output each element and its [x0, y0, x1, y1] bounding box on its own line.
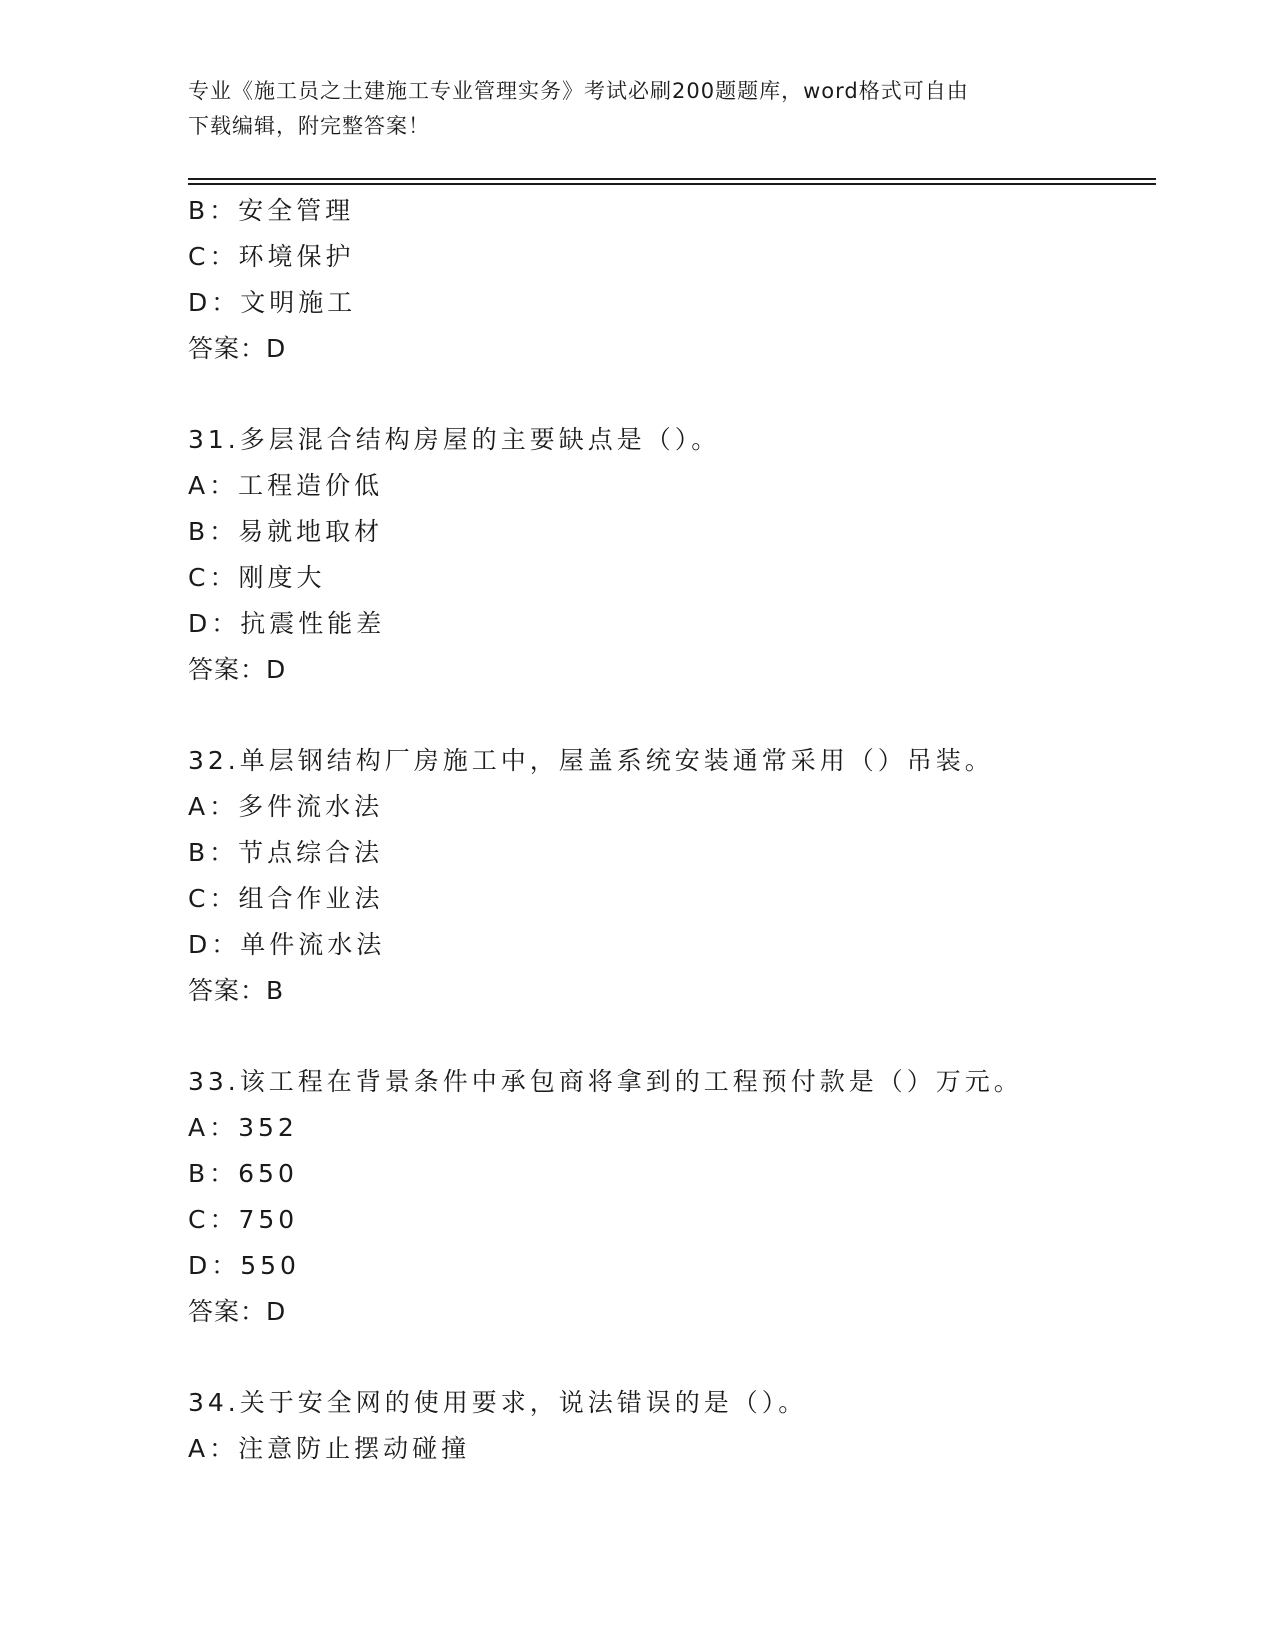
header-title-line-2: 下载编辑，附完整答案！	[188, 114, 430, 138]
option-c: C：刚度大	[188, 563, 326, 592]
option-a: A：注意防止摆动碰撞	[188, 1434, 471, 1463]
question-block-33	[188, 1059, 1148, 1335]
question-block-34	[188, 1380, 1148, 1472]
answer: 答案：D	[188, 655, 287, 684]
question-stem: 34.关于安全网的使用要求，说法错误的是（）。	[188, 1388, 808, 1417]
option-c: C：环境保护	[188, 242, 355, 271]
option-c: C：750	[188, 1205, 299, 1234]
option-a: A：352	[188, 1113, 298, 1142]
answer: 答案：B	[188, 976, 285, 1005]
option-a: A：工程造价低	[188, 471, 384, 500]
question-stem: 32.单层钢结构厂房施工中，屋盖系统安装通常采用（）吊装。	[188, 746, 994, 775]
option-d: D：550	[188, 1251, 300, 1280]
question-block-31	[188, 417, 1148, 693]
question-block-32	[188, 738, 1148, 1014]
option-b: B：650	[188, 1159, 298, 1188]
answer: 答案：D	[188, 334, 287, 363]
option-b: B：易就地取材	[188, 517, 384, 546]
option-d: D：单件流水法	[188, 930, 386, 959]
header-divider-bottom	[188, 183, 1156, 185]
option-d: D：文明施工	[188, 288, 357, 317]
answer: 答案：D	[188, 1297, 287, 1326]
question-stem: 31.多层混合结构房屋的主要缺点是（）。	[188, 425, 721, 454]
header-title-line-1: 专业《施工员之土建施工专业管理实务》考试必刷200题题库，word格式可自由	[188, 79, 969, 103]
question-stem: 33.该工程在背景条件中承包商将拿到的工程预付款是（）万元。	[188, 1067, 1023, 1096]
document-header	[188, 74, 1068, 144]
option-c: C：组合作业法	[188, 884, 384, 913]
header-divider-top	[188, 178, 1156, 180]
option-a: A：多件流水法	[188, 792, 384, 821]
option-b: B：节点综合法	[188, 838, 384, 867]
option-d: D：抗震性能差	[188, 609, 386, 638]
question-block-30	[188, 188, 1148, 372]
question-list	[188, 188, 1148, 1472]
option-b: B：安全管理	[188, 196, 355, 225]
